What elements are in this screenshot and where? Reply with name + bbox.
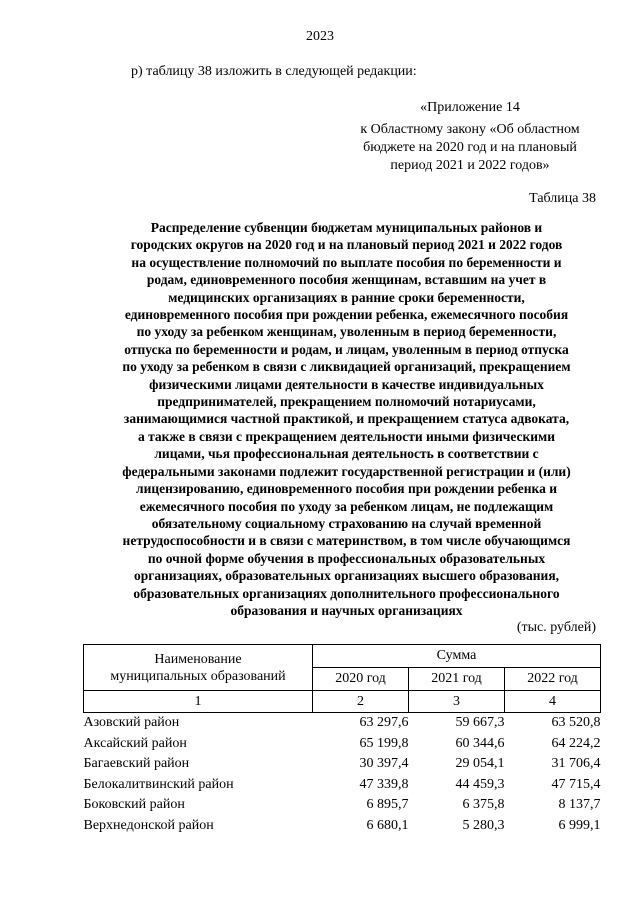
- header-year-2020: 2020 год: [313, 668, 409, 691]
- amount-2020: 65 199,8: [359, 735, 409, 751]
- heading-line: занимающимися частной практикой, и прекращением статуса адвоката,: [123, 411, 570, 427]
- heading-line: физическими лицами деятельности в качестве индивидуальных: [149, 376, 544, 392]
- district-name: Белокалитвинский район: [83, 776, 234, 792]
- heading-line: предпринимателей, прекращением полномочий нотариусами,: [157, 394, 536, 410]
- header-municipality: [84, 645, 313, 691]
- heading-line: организациях, образовательных организациях высшего образования,: [134, 568, 559, 584]
- amount-2021: 29 054,1: [455, 756, 505, 772]
- district-name: Верхнедонской район: [83, 817, 214, 833]
- district-name: Багаевский район: [83, 756, 190, 772]
- heading-line: лицензированию, единовременного пособия при рождении ребенка и: [136, 481, 557, 497]
- heading-line: ежемесячного пособия по уходу за ребенком лицам, не подлежащим: [139, 498, 554, 514]
- appendix-law-line: бюджете на 2020 год и на плановый: [363, 140, 577, 155]
- table-row: [84, 775, 601, 796]
- table-row: [84, 816, 601, 837]
- units-label: (тыс. рублей): [516, 620, 596, 635]
- heading-line: медицинских организациях в ранние сроки беременности,: [168, 289, 525, 305]
- amount-2020: 63 297,6: [359, 715, 409, 731]
- amount-2022: 64 224,2: [551, 735, 601, 751]
- appendix-law-reference: [340, 121, 600, 175]
- amount-2021: 5 280,3: [462, 817, 505, 833]
- heading-line: по уходу за ребенком в связи с ликвидацией организаций, прекращением: [122, 359, 571, 375]
- column-index: 3: [409, 691, 505, 713]
- amount-2020: 6 895,7: [366, 797, 409, 813]
- header-year-2022: 2022 год: [505, 668, 601, 691]
- table-label: Таблица 38: [529, 191, 596, 206]
- amount-2020: 6 680,1: [366, 817, 409, 833]
- amount-2022: 63 520,8: [551, 715, 601, 731]
- header-municipality-line: Наименование: [154, 651, 242, 667]
- appendix-law-line: период 2021 и 2022 годов»: [390, 158, 550, 173]
- header-municipality-line: муниципальных образований: [110, 668, 286, 684]
- appendix-title: «Приложение 14: [420, 100, 520, 115]
- amount-2022: 8 137,7: [558, 797, 601, 813]
- amount-2020: 47 339,8: [359, 776, 409, 792]
- column-index: 1: [84, 691, 313, 713]
- amendment-intro: р) таблицу 38 изложить в следующей редакции:: [131, 64, 417, 79]
- heading-line: единовременного пособия при рождении ребенка, ежемесячного пособия: [124, 307, 569, 323]
- page-number: 2023: [306, 29, 334, 44]
- heading-line: образовательных организациях дополнительного профессионального: [133, 585, 560, 601]
- district-name: Азовский район: [83, 715, 180, 731]
- heading-line: на осуществление полномочий по выплате пособия по беременности и: [131, 254, 562, 270]
- amount-2020: 30 397,4: [359, 756, 409, 772]
- column-index: 2: [313, 691, 409, 713]
- heading-line: федеральными законами подлежит государственной регистрации и (или): [122, 463, 571, 479]
- heading-line: отпуска по беременности и родам, и лицам, уволенным в период отпуска: [124, 341, 569, 357]
- table-row: [84, 754, 601, 775]
- table-row: [84, 795, 601, 816]
- column-index: 4: [505, 691, 601, 713]
- amount-2021: 60 344,6: [455, 735, 505, 751]
- subsidy-table: [83, 644, 601, 836]
- heading-line: обязательному социальному страхованию на случай временной: [151, 515, 542, 531]
- district-name: Аксайский район: [83, 735, 187, 751]
- amount-2021: 59 667,3: [455, 715, 505, 731]
- district-name: Боковский район: [83, 797, 185, 813]
- amount-2022: 6 999,1: [558, 817, 601, 833]
- heading-line: по очной форме обучения в профессиональных образовательных: [147, 550, 546, 566]
- appendix-law-line: к Областному закону «Об областном: [360, 122, 580, 137]
- header-year-2021: 2021 год: [409, 668, 505, 691]
- table-heading: [83, 219, 610, 619]
- heading-line: по уходу за ребенком женщинам, уволенным в период беременности,: [136, 324, 557, 340]
- table-row: [84, 713, 601, 734]
- amount-2021: 6 375,8: [462, 797, 505, 813]
- heading-line: городских округов на 2020 год и на плановый период 2021 и 2022 годов: [130, 237, 563, 253]
- heading-line: Распределение субвенции бюджетам муниципальных районов и: [150, 220, 543, 235]
- heading-line: нетрудоспособности и в связи с материнством, в том числе обучающимся: [122, 533, 571, 549]
- header-sum: Сумма: [313, 645, 601, 668]
- amount-2022: 31 706,4: [551, 756, 601, 772]
- amount-2021: 44 459,3: [455, 776, 505, 792]
- heading-line: образования и научных организациях: [230, 602, 463, 618]
- heading-line: родам, единовременного пособия женщинам, вставшим на учет в: [146, 272, 547, 288]
- amount-2022: 47 715,4: [551, 776, 601, 792]
- heading-line: лицами, чья профессиональная деятельность в соответствии с: [154, 446, 539, 462]
- heading-line: а также в связи с прекращением деятельности иными физическими: [137, 428, 556, 444]
- table-row: [84, 734, 601, 755]
